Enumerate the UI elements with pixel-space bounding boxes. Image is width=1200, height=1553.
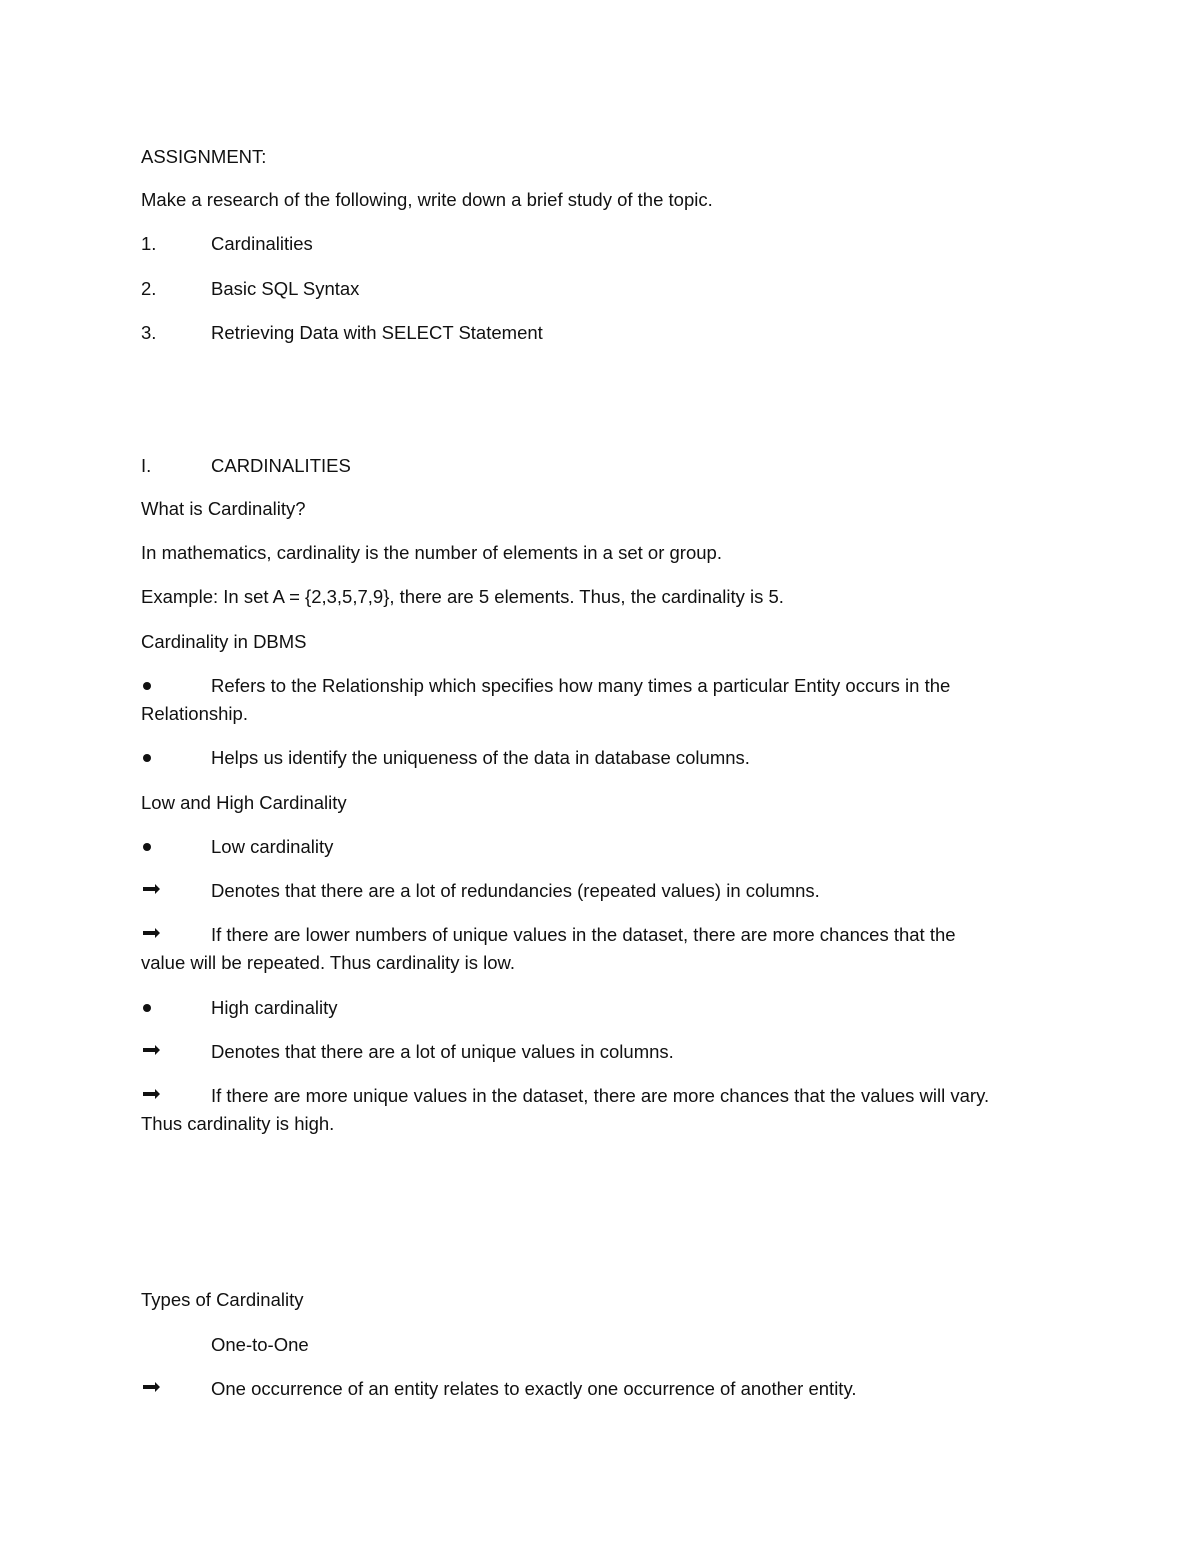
topic-text: Retrieving Data with SELECT Statement bbox=[211, 322, 543, 343]
dbms-bullet-text-continued: Relationship. bbox=[141, 703, 248, 724]
arrow-bullet-icon bbox=[141, 1088, 161, 1102]
high-cardinality-label: High cardinality bbox=[211, 997, 338, 1018]
what-is-heading: What is Cardinality? bbox=[141, 498, 306, 519]
one-to-one-point: One occurrence of an entity relates to exactly one occurrence of another entity. bbox=[211, 1378, 857, 1399]
topic-number: 1. bbox=[141, 233, 157, 254]
arrow-bullet-icon bbox=[141, 927, 161, 941]
assignment-heading: ASSIGNMENT: bbox=[141, 146, 267, 167]
arrow-bullet-icon bbox=[141, 1044, 161, 1058]
instruction-text: Make a research of the following, write down a brief study of the topic. bbox=[141, 189, 713, 210]
dbms-bullet-text: Helps us identify the uniqueness of the data in database columns. bbox=[211, 747, 750, 768]
bullet-dot-icon bbox=[143, 682, 151, 690]
topic-text: Basic SQL Syntax bbox=[211, 278, 360, 299]
arrow-bullet-icon bbox=[141, 883, 161, 897]
bullet-dot-icon bbox=[143, 754, 151, 762]
example-text: Example: In set A = {2,3,5,7,9}, there are 5 elements. Thus, the cardinality is 5. bbox=[141, 586, 784, 607]
high-point-text-continued: Thus cardinality is high. bbox=[141, 1113, 335, 1134]
low-point-text-continued: value will be repeated. Thus cardinality is low. bbox=[141, 952, 515, 973]
dbms-bullet-text: Refers to the Relationship which specifies how many times a particular Entity occurs in the bbox=[211, 675, 951, 696]
topic-text: Cardinalities bbox=[211, 233, 313, 254]
topic-number: 2. bbox=[141, 278, 157, 299]
bullet-dot-icon bbox=[143, 1004, 151, 1012]
section-number: I. bbox=[141, 455, 152, 476]
low-high-heading: Low and High Cardinality bbox=[141, 792, 347, 813]
math-definition: In mathematics, cardinality is the number of elements in a set or group. bbox=[141, 542, 722, 563]
types-heading: Types of Cardinality bbox=[141, 1289, 304, 1310]
low-point-text: Denotes that there are a lot of redundancies (repeated values) in columns. bbox=[211, 880, 820, 901]
section-title: CARDINALITIES bbox=[211, 455, 351, 476]
high-point-text: If there are more unique values in the dataset, there are more chances that the values will vary. bbox=[211, 1085, 990, 1106]
arrow-bullet-icon bbox=[141, 1381, 161, 1395]
one-to-one-label: One-to-One bbox=[211, 1334, 309, 1355]
dbms-heading: Cardinality in DBMS bbox=[141, 631, 307, 652]
bullet-dot-icon bbox=[143, 843, 151, 851]
low-point-text: If there are lower numbers of unique values in the dataset, there are more chances that the bbox=[211, 924, 956, 945]
topic-number: 3. bbox=[141, 322, 157, 343]
low-cardinality-label: Low cardinality bbox=[211, 836, 334, 857]
high-point-text: Denotes that there are a lot of unique values in columns. bbox=[211, 1041, 674, 1062]
